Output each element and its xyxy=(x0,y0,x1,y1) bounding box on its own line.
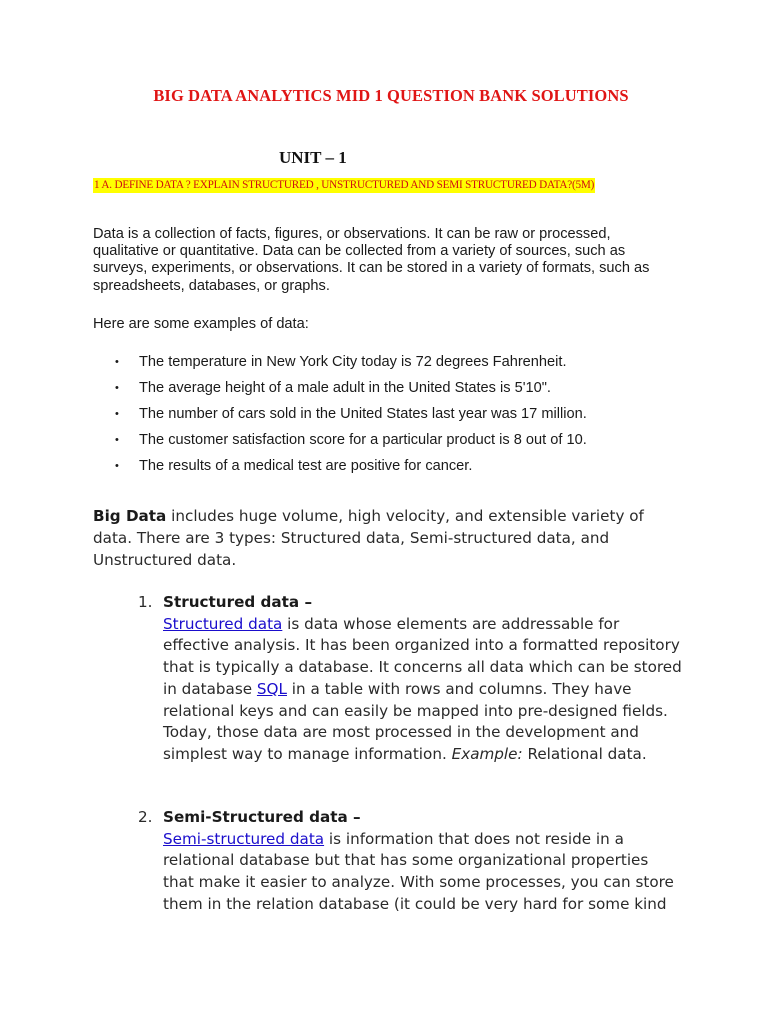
item-text-part: is information that does not reside in a relational database but that has some organizational properties that make it easier to analyze. With some processes, you can store them in the relation database (it could be very hard for some kind xyxy=(163,829,674,913)
bullet-icon: • xyxy=(115,460,119,472)
item-number: 1. xyxy=(138,593,153,611)
item-text-part: is data whose elements are addressable for effective analysis. It has been organized into a formatted repository that is typically a database. It concerns all data which can be stored in database xyxy=(163,614,682,698)
semi-structured-data-item xyxy=(93,807,693,916)
big-data-paragraph xyxy=(93,505,673,571)
question-highlight: 1 A. DEFINE DATA ? EXPLAIN STRUCTURED , UNSTRUCTURED AND SEMI STRUCTURED DATA?(5M) xyxy=(94,179,595,191)
list-item xyxy=(93,405,673,431)
list-item xyxy=(93,353,673,379)
semi-structured-data-link[interactable]: Semi-structured data xyxy=(163,829,325,848)
big-data-text: includes huge volume, high velocity, and extensible variety of data. There are 3 types: Structured data, Semi-structured data, and Unstructured data. xyxy=(93,507,644,569)
bullet-icon: • xyxy=(115,356,119,368)
big-data-term: Big Data xyxy=(93,507,167,525)
unit-heading: UNIT – 1 xyxy=(279,148,347,167)
examples-intro: Here are some examples of data: xyxy=(93,316,309,332)
list-item-text: The results of a medical test are positive for cancer. xyxy=(139,458,473,474)
item-text xyxy=(163,829,683,916)
list-item xyxy=(93,379,673,405)
item-body xyxy=(163,592,683,766)
item-text xyxy=(163,614,683,766)
sql-link[interactable]: SQL xyxy=(256,679,287,698)
list-item-text: The average height of a male adult in the United States is 5'10". xyxy=(139,380,551,396)
list-item xyxy=(93,431,673,457)
item-heading: Semi-Structured data – xyxy=(163,808,361,826)
item-text-part: Relational data. xyxy=(522,744,647,763)
data-definition-paragraph: Data is a collection of facts, figures, or observations. It can be raw or processed, qualitative or quantitative. Data can be collected from a variety of sources, such as surveys, experiments, or observations. It can be stored in a variety of formats, such as spreadsheets, databases, or graphs. xyxy=(93,226,650,294)
document-title: BIG DATA ANALYTICS MID 1 QUESTION BANK SOLUTIONS xyxy=(153,86,629,105)
item-body xyxy=(163,807,683,916)
item-heading: Structured data – xyxy=(163,593,313,611)
structured-data-item xyxy=(93,592,693,766)
list-item-text: The temperature in New York City today is 72 degrees Fahrenheit. xyxy=(139,354,567,370)
bullet-icon: • xyxy=(115,408,119,420)
examples-list xyxy=(93,353,673,483)
item-text-part: in a table with rows and columns. They have relational keys and can easily be mapped into pre-designed fields. Today, those data are most processed in the development and simplest way to manage information. xyxy=(163,679,668,763)
bullet-icon: • xyxy=(115,434,119,446)
item-number: 2. xyxy=(138,808,153,826)
list-item xyxy=(93,457,673,483)
structured-data-link[interactable]: Structured data xyxy=(163,614,283,633)
bullet-icon: • xyxy=(115,382,119,394)
example-label: Example: xyxy=(451,744,523,763)
list-item-text: The customer satisfaction score for a particular product is 8 out of 10. xyxy=(139,432,587,448)
list-item-text: The number of cars sold in the United States last year was 17 million. xyxy=(139,406,587,422)
